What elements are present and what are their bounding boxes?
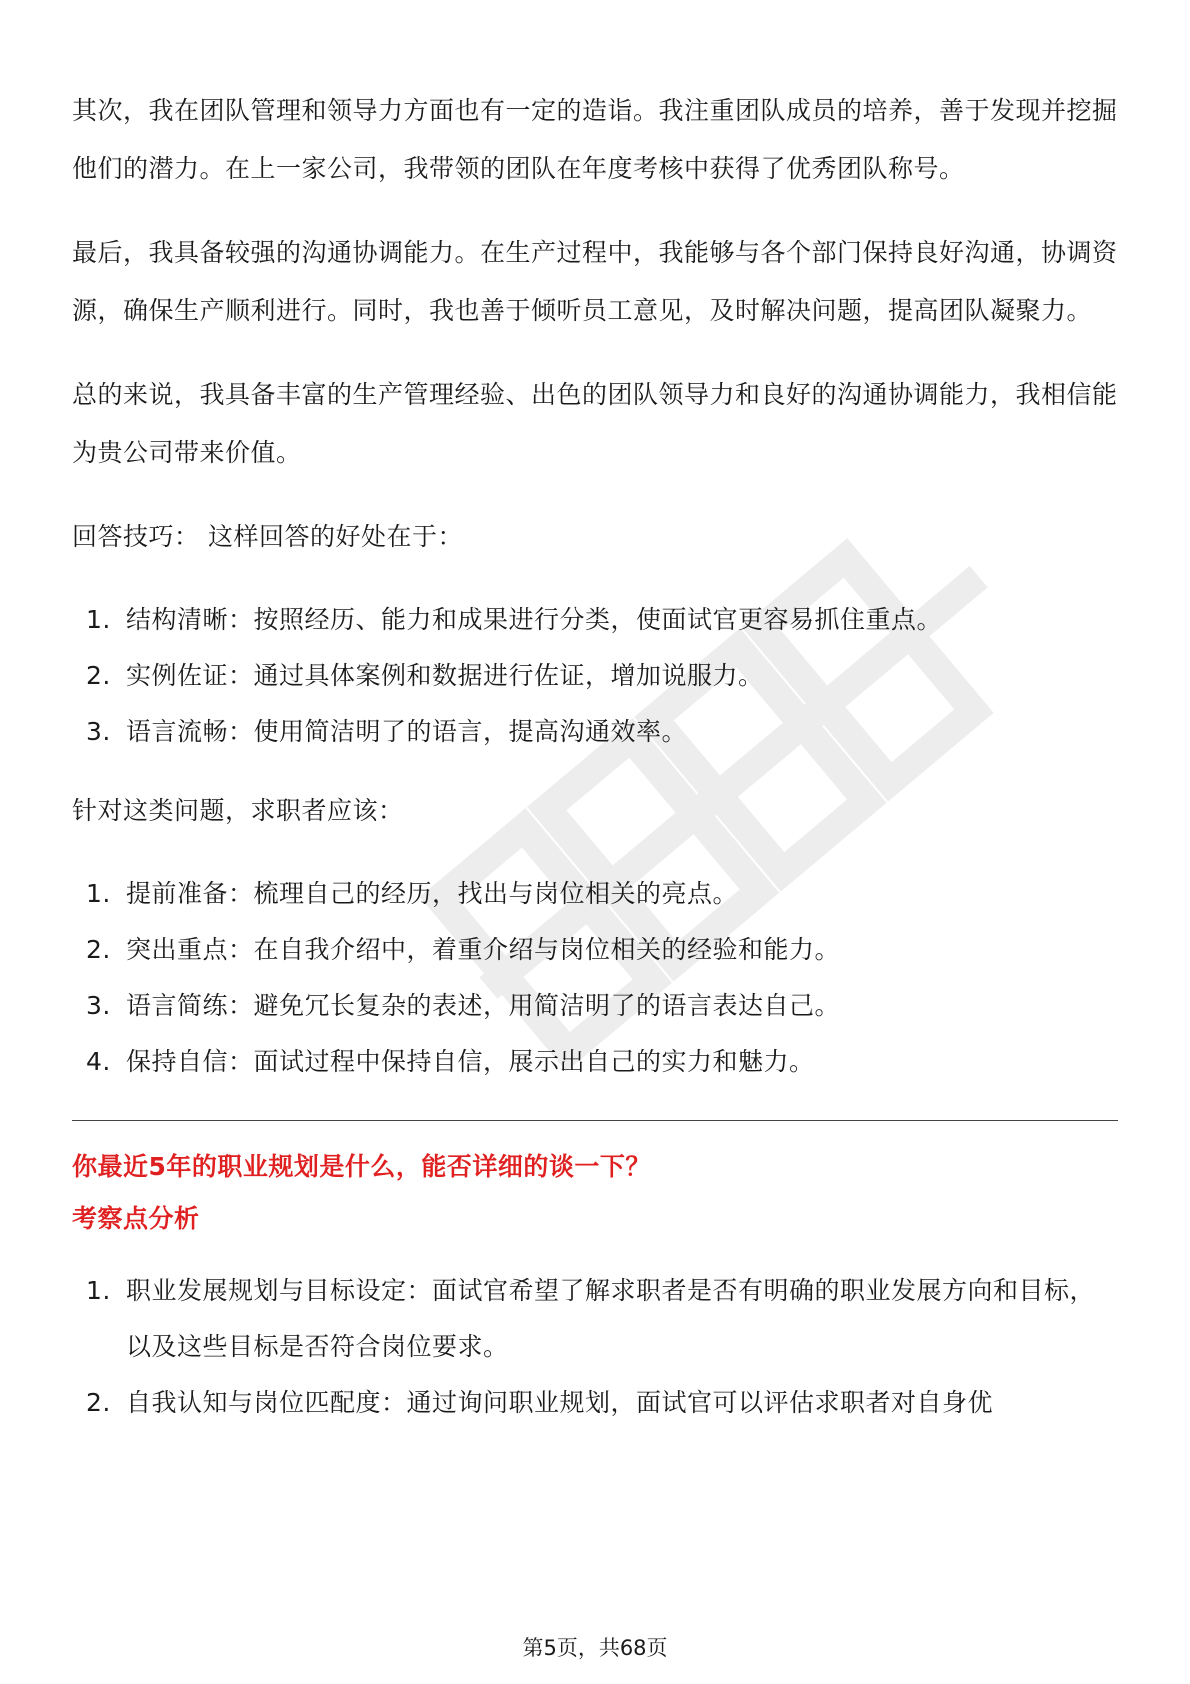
list-item [72, 922, 1118, 978]
list-item [72, 866, 1118, 922]
list-item [72, 592, 1118, 648]
list-text: 实例佐证：通过具体案例和数据进行佐证，增加说服力。 [126, 661, 764, 690]
list-item [72, 1375, 1118, 1431]
section-divider [72, 1120, 1118, 1121]
analysis-heading: 考察点分析 [72, 1204, 200, 1233]
list-text: 提前准备：梳理自己的经历，找出与岗位相关的亮点。 [126, 879, 739, 908]
tips-list [72, 592, 1118, 760]
list-item [72, 978, 1118, 1034]
list-number: 2. [86, 661, 111, 690]
list-number: 3. [86, 991, 111, 1020]
list-item [72, 704, 1118, 760]
list-text: 职业发展规划与目标设定：面试官希望了解求职者是否有明确的职业发展方向和目标，以及这些目标是否符合岗位要求。 [126, 1276, 1096, 1361]
list-text: 保持自信：面试过程中保持自信，展示出自己的实力和魅力。 [126, 1047, 815, 1076]
list-text: 结构清晰：按照经历、能力和成果进行分类，使面试官更容易抓住重点。 [126, 605, 943, 634]
list-number: 2. [86, 1388, 111, 1417]
paragraph-communication: 最后，我具备较强的沟通协调能力。在生产过程中，我能够与各个部门保持良好沟通，协调资源，确保生产顺利进行。同时，我也善于倾听员工意见，及时解决问题，提高团队凝聚力。 [72, 238, 1118, 325]
analysis-list [72, 1263, 1118, 1431]
list-number: 2. [86, 935, 111, 964]
list-item [72, 1263, 1118, 1375]
list-number: 1. [86, 879, 111, 908]
list-item [72, 1034, 1118, 1090]
list-text: 语言流畅：使用简洁明了的语言，提高沟通效率。 [126, 717, 688, 746]
tips-label: 回答技巧： 这样回答的好处在于： [72, 522, 463, 551]
list-item [72, 648, 1118, 704]
paragraph-summary: 总的来说，我具备丰富的生产管理经验、出色的团队领导力和良好的沟通协调能力，我相信能为贵公司带来价值。 [72, 380, 1118, 467]
advice-list [72, 866, 1118, 1090]
list-number: 1. [86, 605, 111, 634]
list-text: 突出重点：在自我介绍中，着重介绍与岗位相关的经验和能力。 [126, 935, 841, 964]
list-text: 自我认知与岗位匹配度：通过询问职业规划，面试官可以评估求职者对自身优 [126, 1388, 994, 1417]
list-number: 1. [86, 1276, 111, 1305]
list-number: 4. [86, 1047, 111, 1076]
list-number: 3. [86, 717, 111, 746]
list-text: 语言简练：避免冗长复杂的表述，用简洁明了的语言表达自己。 [126, 991, 841, 1020]
question-title: 你最近5年的职业规划是什么，能否详细的谈一下？ [72, 1152, 651, 1181]
document-page [72, 82, 1118, 1453]
paragraph-team-management: 其次，我在团队管理和领导力方面也有一定的造诣。我注重团队成员的培养，善于发现并挖掘他们的潜力。在上一家公司，我带领的团队在年度考核中获得了优秀团队称号。 [72, 96, 1118, 183]
advice-label: 针对这类问题，求职者应该： [72, 796, 404, 825]
page-footer: 第5页，共68页 [522, 1636, 668, 1660]
